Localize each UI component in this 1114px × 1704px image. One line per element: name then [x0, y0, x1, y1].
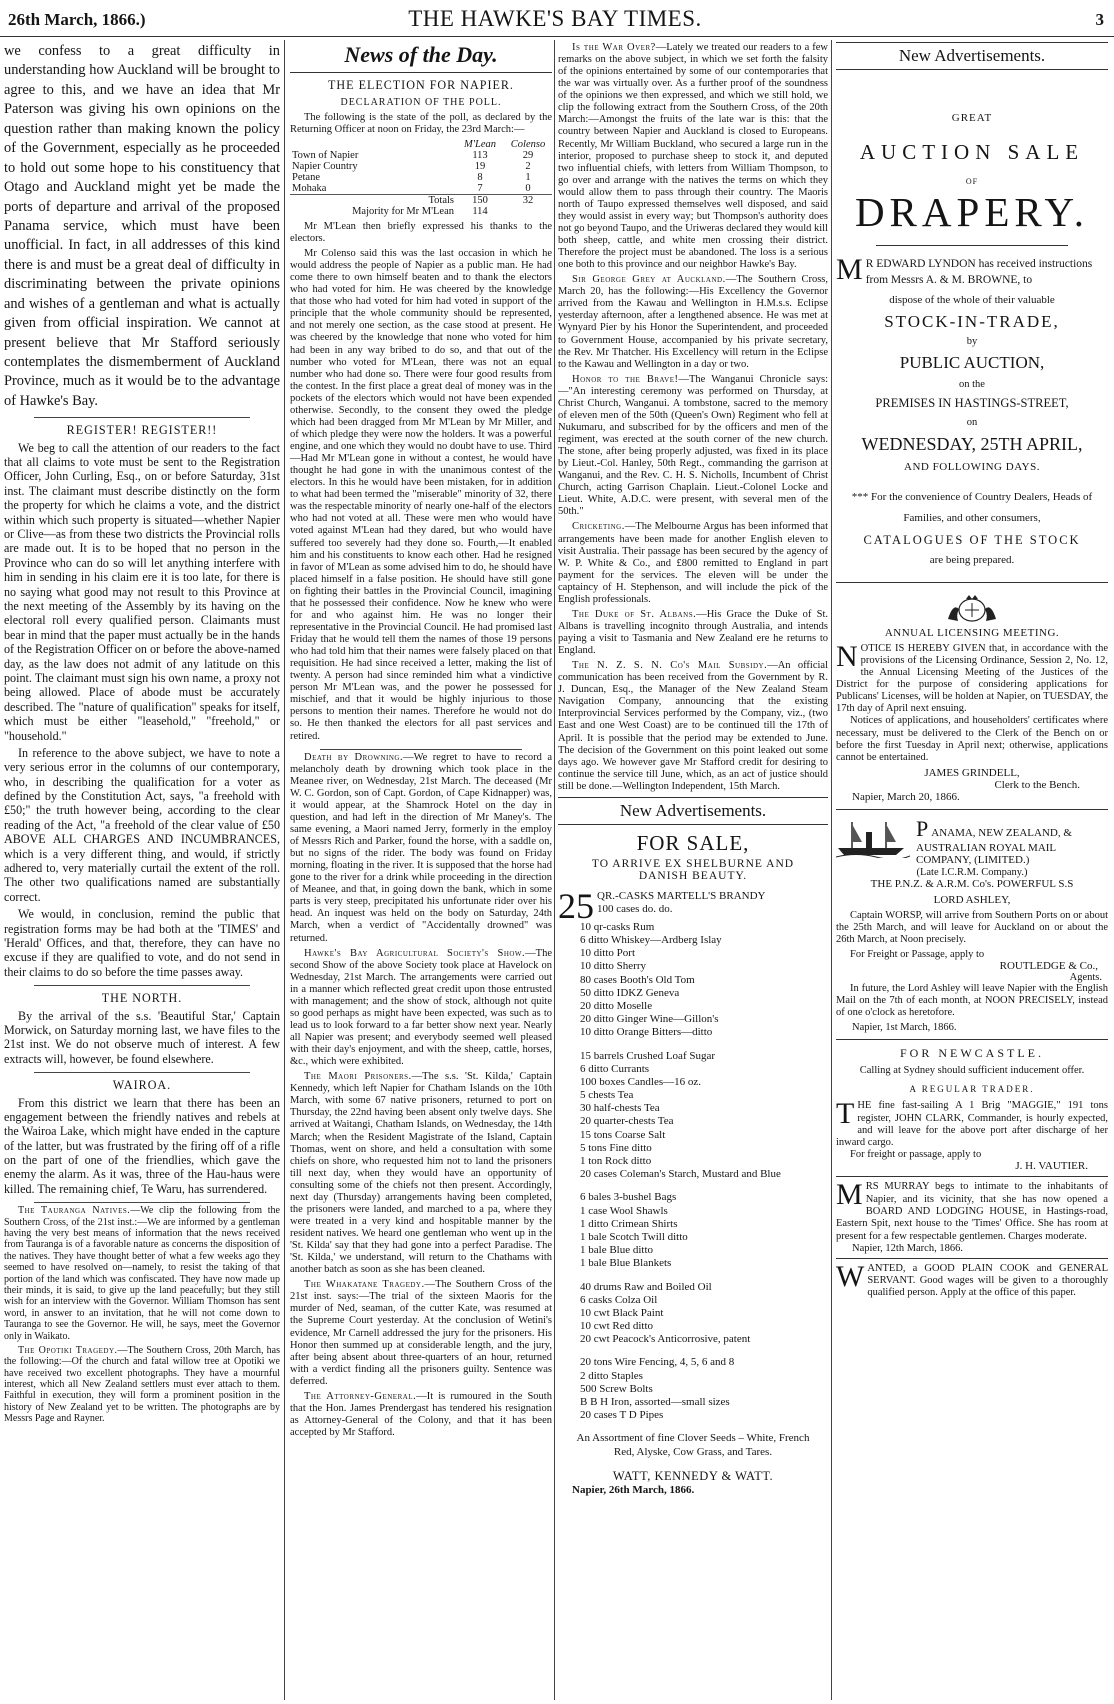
goods-list-item: 30 half-chests Tea — [580, 1102, 660, 1115]
news-of-the-day-masthead: News of the Day. — [344, 42, 498, 67]
arrive-subheading: TO ARRIVE EX SHELBURNE AND DANISH BEAUTY. — [591, 857, 795, 882]
attorney-item — [290, 1391, 552, 1439]
heading-north: THE NORTH. — [101, 991, 183, 1006]
goods-list-oils — [580, 1281, 828, 1347]
poll-value: 19 — [474, 160, 486, 172]
opotiki-text: —The Southern Cross, 20th March, has the following:—Of the church and fatal willow tree at Opotiki we have received two excellent photographs. They have a mournful interest, which all New Zealand settlers must ever attach to them. Faithful in execution, they will form a prominent position in the history of New Zealand yet to be written. The photographs are by Messrs Page and Rayner. — [4, 1344, 280, 1425]
goods-list-item: 10 ditto Orange Bitters—ditto — [580, 1026, 713, 1039]
goods-list-item: 6 ditto Whiskey—Ardberg Islay — [580, 934, 722, 946]
column-1 — [4, 42, 280, 1702]
poll-value: 8 — [477, 171, 483, 183]
whakatane-lead: The Whakatane Tragedy. — [304, 1279, 425, 1291]
mail-lead: The N. Z. S. N. Co's Mail Subsidy. — [572, 660, 768, 672]
worsp-text: Captain WORSP, will arrive from Southern Ports on or about the 25th March, and will leave for Auckland on or about the 26th March, at Noon precisely. — [836, 909, 1108, 946]
panama-company: ANAMA, NEW ZEALAND, & AUSTRALIAN ROYAL MAIL COMPANY, (LIMITED.) — [916, 826, 1072, 867]
calling-text: Calling at Sydney should sufficient inducement offer. — [859, 1065, 1085, 1077]
goods-list-item: 20 cases T D Pipes — [580, 1409, 664, 1422]
goods-list-item: 1 bale Blue ditto — [580, 1244, 654, 1257]
brave-item — [558, 374, 828, 519]
public-auction-heading: PUBLIC AUCTION, — [899, 353, 1045, 373]
poll-majority-label: Majority for Mr M'Lean — [352, 205, 454, 217]
goods-list-item: 20 ditto Ginger Wine—Gillon's — [580, 1013, 719, 1026]
divider — [836, 809, 1108, 810]
clover-seeds-text: An Assortment of fine Clover Seeds – White, French Red, Alyske, Cow Grass, and Tares. — [576, 1432, 810, 1458]
header-date: 26th March, 1866.) — [8, 10, 146, 29]
albans-item — [558, 609, 828, 657]
goods-list-item: 5 tons Fine ditto — [580, 1141, 652, 1154]
declaration-text: The following is the state of the poll, as declared by the Returning Officer at noon on Friday, the 23rd March:— — [290, 111, 552, 135]
drop-cap: T — [836, 1100, 855, 1131]
goods-list-item: 10 cwt Black Paint — [580, 1306, 664, 1319]
goods-list-item: 15 tons Coarse Salt — [580, 1128, 666, 1141]
poll-value: 2 — [525, 160, 531, 172]
goods-list-item: 1 ton Rock ditto — [580, 1155, 652, 1167]
wairoa-para: From this district we learn that there has been an engagement between the friendly natives and rebels at the Wairoa Lake, which might have ended in the capture of the latter, but was frustrated by the firing off of a rifle on the part of one of the friendlies, which gave the enemy the alarm. As it was, three of the Hau-haus were killed. The remaining chief, Te Waru, has surrendered. — [4, 1095, 280, 1196]
licensing-text: OTICE IS HEREBY GIVEN that, in accordance with the provisions of the Licensing Ordinance, Session 2, No. 12, the Annual Licensing Meeting of the Justices of the District for the purpose of considering applications for Publicans' Licenses, will be holden at Napier, on TUESDAY, the 17th day of April next ensuing. — [836, 643, 1108, 715]
lyndon-notice — [836, 256, 1108, 288]
poll-district: Napier Country — [292, 160, 358, 172]
brandy-line-2: 100 cases do. do. — [597, 903, 673, 915]
war-text: —Lately we treated our readers to a few remarks on the above subject, in which we set forth the falsity of the opinions entertained by some of our contemporaries that the war was virtually over. As a further proof of the soundness of the opinions we then expressed, and which we still hold, we clip the following extract from the Southern Cross, of the 20th March:—Amongst the fruits of the late war is this: that the country between Napier and Auckland is closed to Europeans. Recently, Mr William Buckland, who secured a large run in the interior, proposed to purchase sheep to stock it, and deputed two influential chiefs, with letters from William Thompson, to go over and arrange with the natives the terms on which they would allow them to pass through their country. The Maoris north of Taupo expressed themselves well disposed, and said they would assist in every way; but Thompson's authority does not go beyond Taupo, and the Uriweras declared they would kill both sheep, cattle, and white men crossing their district. Therefore the project must be abandoned. The loss is a serious one both to this province and our neighbor Hawke's Bay. — [558, 42, 828, 271]
brandy-line-1: QR.-CASKS MARTELL'S BRANDY — [597, 889, 766, 902]
goods-list-drapery — [580, 1191, 828, 1270]
poll-district: Town of Napier — [292, 149, 359, 161]
goods-list-item: 6 bales 3-bushel Bags — [580, 1191, 677, 1204]
column-4 — [836, 42, 1108, 1702]
clerk-title: Clerk to the Bench. — [994, 778, 1080, 791]
divider — [34, 1072, 250, 1073]
poll-row — [290, 150, 552, 161]
grindell-name: JAMES GRINDELL, — [924, 766, 1020, 779]
goods-list-item: 10 ditto Sherry — [580, 960, 646, 973]
steamship-icon — [836, 818, 910, 858]
poll-header-row — [290, 139, 552, 150]
column-3 — [558, 42, 828, 1702]
murray-date: Napier, 12th March, 1866. — [852, 1242, 963, 1254]
heading-declaration: DECLARATION OF THE POLL. — [340, 97, 502, 109]
poll-table — [290, 139, 552, 217]
show-text: —The second Show of the above Society took place at Havelock on Wednesday, 21st March. The arrangements were carried out in a manner which reflected great credit upon those entrusted with management; and the show of stock, although not quite so good perhaps as might have been expected, was such as to lead us to look forward to a far better show next year. Nearly all Napier was present; and everybody seemed well pleased with their day's enjoyment, and with the sheep, cattle, horses, &c., which were exhibited. — [290, 947, 552, 1068]
poll-majority-value: 114 — [472, 205, 488, 217]
war-lead: Is the War Over? — [572, 42, 656, 53]
powerful-line: THE P.N.Z. & A.R.M. Co's. POWERFUL S.S — [870, 877, 1074, 890]
licensing-heading: ANNUAL LICENSING MEETING. — [884, 627, 1060, 640]
stock-heading: STOCK-IN-TRADE, — [884, 312, 1060, 332]
divider — [34, 417, 250, 418]
drop-cap: W — [836, 1262, 865, 1293]
column-divider — [831, 40, 832, 1700]
prisoners-text: —The s.s. 'St. Kilda,' Captain Kennedy, which left Napier for Chatham Islands on the 10th March, with some 67 native prisoners, returned to port on Thursday, the 22nd having been absent only twelve days. She arrived at Waitangi, Chatham Islands, on Wednesday, the 14th March; when the Resident Magistrate of the Island, Captain Thomas, went on shore, and held a consultation with some chiefs on shore, who requested him not to land the prisoners till next day, when they would have an opportunity of consulting some of the chiefs not then present. Accordingly, next day (Thursday) arrangements having been completed, the prisoners were landed, and marched to a pa, where they were treated in a very kind and hospitable manner by the resident natives. We heard one gentleman who went up in the 'St. Kilda' say that they had gone into a perfect Paradise. The 'St. Kilda,' we understand, will return to the Chathams with another batch as soon as she has been cleaned. — [290, 1071, 552, 1276]
column-divider — [554, 40, 555, 1700]
column-divider — [284, 40, 285, 1700]
prepared-text: are being prepared. — [929, 554, 1015, 567]
poll-row — [290, 161, 552, 172]
newcastle-heading: FOR NEWCASTLE. — [900, 1046, 1044, 1061]
divider — [836, 1176, 1108, 1177]
north-para: By the arrival of the s.s. 'Beautiful Star,' Captain Morwick, on Saturday morning last, we have files to the 21st inst. We do not observe much of interest. A few extracts will, however, be found elsewhere. — [4, 1008, 280, 1066]
poll-col-colenso: Colenso — [510, 138, 546, 150]
register-para-3: We would, in conclusion, remind the public that registration forms may be had both at the 'TIMES' and 'Herald' Offices, and that, therefore, they can have no excuse if they are qualified to vote, and do not send in their claims to do so before the time passes away. — [4, 907, 280, 979]
on-the-label: on the — [959, 379, 985, 391]
poll-col-mlean: M'Lean — [464, 138, 496, 150]
lyndon-text: R EDWARD LYNDON has received instructions from Messrs A. & M. BROWNE, to — [865, 258, 1093, 287]
whakatane-item — [290, 1279, 552, 1388]
goods-list-groceries — [580, 1050, 828, 1182]
tauranga-text: —We clip the following from the Southern Cross, of the 21st inst.:—We are informed by a gentleman having the very best means of information that the news received from Tauranga is of a favorable nature as concerns the disposition of the natives. They have thought better of what a few weeks ago they seemed to have resolved on—namely, to resist the taking of that portion of the land which was confiscated. They have now made up their minds, it is said, to give up the land peacefully; but they still wish for an interview with the Governor. William Thomson has sent word, in answer to an invitation, that he will not come down to Tauranga to see the Governor. He will, he says, meet the Governor only in Waikato. — [4, 1205, 280, 1342]
goods-list-item: 20 cases Coleman's Starch, Mustard and Blue — [580, 1168, 781, 1181]
poll-totals-label: Totals — [290, 194, 456, 206]
opotiki-lead: The Opotiki Tragedy. — [18, 1344, 118, 1356]
advertiser-date: Napier, 26th March, 1866. — [572, 1483, 695, 1496]
election-para-1: Mr M'Lean then briefly expressed his thanks to the electors. — [290, 220, 552, 244]
brig-text: HE fine fast-sailing A 1 Brig "MAGGIE," 191 tons register, JOHN CLARK, Commander, is hourly expected, and will leave for the above port after discharge of her inward cargo. — [836, 1100, 1108, 1149]
page-header — [0, 0, 1114, 37]
show-lead: Hawke's Bay Agricultural Society's Show. — [304, 947, 526, 959]
drowning-text: —We regret to have to record a melancholy death by drowning which took place in the Meanee river, on Wednesday, 21st March. The deceased (Mr W. C. Gordon, son of Capt. Gordon, of Cape Kidnapper) was, it would appear, at the Shamrock Hotel on the day in question, and had left in the direction of Mr Maney's. The same evening, a Maori named Jerry, formerly in the employ of Messrs Rich and Parker, found the horse, with a saddle on, but no signs of the rider. The body was found on Friday morning, floating in the river. It is supposed that the horse had gone to the river for a drink while proceeding in the direction of Meanee, and that, in going down the bank, which in some parts is very steep, precipitated his unfortunate rider over his head. An inquest was held on the body on Saturday, 24th March, when a verdict of "Accidentally drowned" was returned. — [290, 751, 552, 944]
poll-value: 0 — [525, 182, 531, 194]
auction-sale-heading: AUCTION SALE — [859, 140, 1085, 164]
election-para-2: Mr Colenso said this was the last occasion in which he would address the people of Napier as a public man. He had come there to own himself beaten and to thank the electors who had voted for him. He was cheered by the knowledge that those who had voted for him had voted in support of the principle that the whole community should be represented, and not merely one section, as the case stood at present. He was cheered by the knowledge that none who voted for him had been in any way bribed to do so, and that out of the number who voted for M'Lean, there was not an equal number who had done so. There were four good results from the contest. In the first place a great deal of money was in the pockets of the electors which would not have been expended otherwise. Secondly, to the consent they owed the pledge which had been dragged from Mr M'Lean by Mr Miller, and of which pledge they were now the holders. It was a powerful engine, and one which they would no doubt have to use. Third—Had Mr M'Lean gone in without a contest, he would have thought he had gone in with the unanimous contest of the electors. In this he would have been mistaken, for in addition to what had been termed the "miserable" minority of 32, there was the respectable minority of nearly one-half of the electors who had not voted at all. These were men who would have voted against M'Lean had they dared, but who would have suffered too severely had they done so. Fourth,—It enabled him and his constituents to know each other. Had he resigned in favor of M'Lean as some advised him to do, he should have placed himself in a false position. He should have still gone on fighting their battles in the Provincial Council, imagining that he possessed their confidence. Now he knew who were for and who against him. He was no longer their representative in the Provincial Council. He had promised last Friday that he would tell them the names of those 19 persons who had told him that their names were falsely placed on that requisition. He had since received a letter, making the list of twenty. A person had since reminded him what a vindictive person Mr M'Lean was, and the power he possessed for mischief, and that it would be highly injurious to those persons to mention their names. Therefore he would not do so. He then thanked the electors for all past services and retired. — [290, 248, 552, 742]
poll-totals-row — [290, 194, 552, 206]
catalogues-heading: CATALOGUES OF THE STOCK — [863, 533, 1081, 548]
heading-election: THE ELECTION FOR NAPIER. — [328, 78, 514, 92]
future-date: Napier, 1st March, 1866. — [852, 1022, 957, 1034]
goods-list-item: 50 ditto IDKZ Geneva — [580, 986, 680, 999]
goods-list-item: 100 boxes Candles—16 oz. — [580, 1075, 701, 1088]
future-text: In future, the Lord Ashley will leave Napier with the English Mail on the 7th of each month, at NOON PRECISELY, instead of one o'clock as heretofore. — [836, 983, 1108, 1019]
prisoners-lead: The Maori Prisoners. — [304, 1071, 412, 1083]
panama-notice — [836, 816, 1108, 867]
goods-list-item: 10 cwt Red ditto — [580, 1320, 654, 1333]
drop-cap: N — [836, 643, 858, 674]
drapery-heading: DRAPERY. — [854, 189, 1090, 235]
prisoners-item — [290, 1071, 552, 1276]
goods-list-item: 40 drums Raw and Boiled Oil — [580, 1280, 712, 1293]
divider — [320, 749, 522, 750]
goods-list-item: 10 ditto Port — [580, 947, 636, 960]
goods-list-item: 1 bale Scotch Twill ditto — [580, 1230, 688, 1243]
poll-value: 29 — [522, 149, 534, 161]
newspaper-title: THE HAWKE'S BAY TIMES. — [408, 6, 702, 31]
heading-wairoa: WAIROA. — [112, 1078, 172, 1093]
by-label: by — [966, 336, 978, 348]
new-advertisements-heading: New Advertisements. — [836, 42, 1108, 70]
wanted-text: ANTED, a GOOD PLAIN COOK and GENERAL SERVANT. Good wages will be given to a thoroughly qualified person. Apply at the office of this paper. — [867, 1262, 1108, 1299]
panama-late: (Late I.C.R.M. Company.) — [916, 866, 1028, 878]
murray-text: RS MURRAY begs to intimate to the inhabitants of Napier, and its vicinity, that she has now opened a BOARD AND LODGING HOUSE, in Hastings-road, Eastern Spit, next house to the 'Times' Office. She has room at present for a few respectable gentlemen. Charges moderate. — [836, 1181, 1108, 1242]
licensing-notices-text: Notices of applications, and householders' certificates where necessary, must be delivered to the Clerk of the Bench on or before the first Tuesday in April next; otherwise, applications cannot be entertained. — [836, 715, 1108, 763]
following-days-text: AND FOLLOWING DAYS. — [904, 461, 1040, 474]
poll-row — [290, 172, 552, 183]
drop-cap: P — [916, 815, 929, 841]
war-item — [558, 42, 828, 271]
cricket-lead: Cricketing. — [572, 521, 625, 533]
grey-text: —The Southern Cross, March 20, has the following:—His Excellency the Governor arrived from the Kawau and Wellington in H.M.s.s. Eclipse yesterday afternoon, after a lengthened absence. He was met at Wynyard Pier by his Honor the Superintendent, and proceeded to Government House, accompanied by his private secretary, the Rev. Mr Thatcher. His Excellency will return in the Eclipse to the Kawau and Wellington in a day or two. — [558, 274, 828, 370]
cricket-item — [558, 521, 828, 605]
goods-list-item: 20 tons Wire Fencing, 4, 5, 6 and 8 — [580, 1356, 735, 1369]
on-label: on — [966, 417, 978, 429]
poll-value: 113 — [472, 149, 488, 161]
attorney-lead: The Attorney-General. — [304, 1390, 417, 1402]
poll-value: 7 — [477, 182, 483, 194]
attorney-text: —It is rumoured in the South that the Hon. James Prendergast has tendered his resignation as Attorney-General of the Colony, and that it has been accepted by Mr Stafford. — [290, 1390, 552, 1439]
page-number: 3 — [1095, 10, 1104, 29]
albans-lead: The Duke of St. Albans. — [572, 608, 697, 620]
drowning-item — [290, 752, 552, 945]
goods-list-item: 10 qr-casks Rum — [580, 920, 655, 933]
goods-list-item: 20 cwt Peacock's Anticorrosive, patent — [580, 1333, 751, 1346]
goods-list-item: 6 casks Colza Oil — [580, 1293, 658, 1306]
poll-district: Petane — [292, 171, 320, 183]
show-item — [290, 948, 552, 1069]
poll-total-colenso: 32 — [504, 194, 552, 206]
drop-cap: M — [836, 256, 863, 287]
licensing-date: Napier, March 20, 1866. — [852, 790, 960, 803]
goods-list-item: 80 cases Booth's Old Tom — [580, 973, 695, 986]
new-advertisements-heading: New Advertisements. — [558, 797, 828, 825]
divider — [836, 1258, 1108, 1259]
goods-list-item: 15 barrels Crushed Loaf Sugar — [580, 1049, 716, 1062]
goods-list-item: 1 case Wool Shawls — [580, 1204, 668, 1217]
lord-ashley-heading: LORD ASHLEY, — [933, 893, 1011, 906]
goods-list-item: 6 ditto Currants — [580, 1062, 650, 1075]
agents-label: Agents. — [1069, 972, 1102, 984]
cricket-text: —The Melbourne Argus has been informed that arrangements have been made for another English eleven to visit Australia. Their passage has been secured by the agency of W. P. White & Co., and £800 remitted to England in part payment for the services. The eleven will be under the captaincy of H. Stephenson, and will include the pick of the English professionals. — [558, 521, 828, 605]
great-label: GREAT — [951, 112, 993, 124]
drowning-lead: Death by Drowning. — [304, 751, 404, 763]
licensing-notice — [836, 643, 1108, 715]
register-para-2: In reference to the above subject, we have to note a very serious error in the columns of our contemporary, who, in describing the qualification for a voter as defined by the Constitution Act, says, "a freehold with £50;" the truth however being, according to the clear reading of the Act, "a freehold of the clear value of £50 ABOVE ALL CHARGES AND INCUMBRANCES, which is a very different thing, and would, if strictly adhered to, very materially curtail the extent of the roll. The other two qualifications named are substantially correct. — [4, 745, 280, 904]
premises-heading: PREMISES IN HASTINGS-STREET, — [875, 396, 1069, 411]
divider — [290, 72, 552, 73]
tauranga-item — [4, 1205, 280, 1342]
register-para-1: We beg to call the attention of our readers to the fact that all claims to vote must be sent to the Registration Officer, John Curling, Esq., on or before Saturday, 31st inst. The claimant must describe distinctly on the form the property for which he claims a vote, and the district within which such property is situated—whether Napier or Clive—as from these two districts the Provincial rolls are made out. It is to be hoped that no person in the Province who can do so will let anything interfere with him in sending in his claim ere it is too late, for there is no saying what good may not result to this Province at the next meeting of the Assembly by its having on the electoral roll every qualified person. Claimants must bear in mind that the paper must actually be in the hands of the Registration Officer on or before the above-named day, as the law does not admit of any latitude on this point. The claimant must sign his own name, a proxy not being allowed. Place of abode must be accurately described. The "nature of qualification" speaks for itself, which must be either "leasehold," "freehold," or "household." — [4, 440, 280, 743]
divider — [34, 985, 250, 986]
drop-cap: M — [836, 1181, 863, 1212]
goods-list-item: 20 ditto Moselle — [580, 999, 653, 1012]
poll-value: 1 — [525, 171, 531, 183]
routledge-name: ROUTLEDGE & Co., — [999, 960, 1098, 973]
wanted-notice — [836, 1263, 1108, 1300]
goods-list-item: 500 Screw Bolts — [580, 1382, 653, 1395]
divider — [34, 1202, 250, 1203]
goods-list-hardware — [580, 1356, 828, 1422]
whakatane-text: —The Southern Cross of the 21st inst. says:—The trial of the sixteen Maoris for the murder of Ned, seaman, of the cutter Kate, was resumed at the Supreme Court yesterday. At the conclusion of Wetini's evidence, Mr Carnell addressed the jury for the prisoners. His Honor then summed up at considerable length, and the jury, after being absent about three-quarters of an hour, returned with a verdict finding all the prisoners guilty. Sentence was deferred. — [290, 1279, 552, 1387]
poll-row — [290, 183, 552, 195]
goods-list-item: B B H Iron, assorted—small sizes — [580, 1396, 730, 1408]
murray-notice — [836, 1181, 1108, 1242]
albans-text: —His Grace the Duke of St. Albans is travelling incognito through Australia, and intends paying a visit to Tasmania and New Zealand ere he returns to England. — [558, 608, 828, 657]
article-auckland-cont: we confess to a great difficulty in understanding how Auckland will be brought to agree to this, and we have an idea that Mr Paterson was giving his own opinions on the question rather than making known the policy of the Government, especially as he proceeded to hold out some hope to his constituency that Otago and Auckland might yet be made the ports of departure and arrival of the proposed Panama service, which must have been unofficial. In fact, in all addresses of this kind there is and must be a great deal of difficulty in discriminating between the private opinions and wishes of a gentleman and what is actually given from official inspiration. We cannot at present believe that Mr Stafford seriously contemplates the dismemberment of Auckland Province, much as it would be to the advantage of Hawke's Bay. — [4, 43, 280, 409]
mail-text: —An official communication has been received from the Government by R. J. Duncan, Esq., the Manager of the New Zealand Steam Navigation Company, announcing that the existing Interprovincial Services performed by the Company, viz., (two East and one West Coast) are to be continued till the 17th of April. It is possible that the period may be extended to June. The decision of the Government on this point leaked out some days ago. We however gave Mr Stafford credit for desiring to continue the service till June, which, as an act of justice should still be done.—Wellington Independent, 15th March. — [558, 660, 828, 792]
brandy-line — [558, 890, 828, 921]
divider — [836, 1039, 1108, 1040]
for-sale-heading: FOR SALE, — [636, 830, 750, 855]
dispose-text: dispose of the whole of their valuable — [889, 294, 1055, 307]
goods-list-item: 2 ditto Staples — [580, 1369, 643, 1382]
goods-list-item: 1 ditto Crimean Shirts — [580, 1217, 678, 1230]
divider — [836, 582, 1108, 583]
grey-item — [558, 274, 828, 371]
freight-text: For Freight or Passage, apply to — [850, 949, 985, 961]
poll-total-mlean: 150 — [456, 194, 504, 206]
poll-majority-row — [290, 206, 552, 217]
goods-list-item: 5 chests Tea — [580, 1089, 634, 1102]
freight-text: For freight or passage, apply to — [850, 1149, 982, 1161]
grey-lead: Sir George Grey at Auckland. — [572, 274, 726, 286]
regular-trader-label: A REGULAR TRADER. — [909, 1084, 1035, 1095]
tauranga-lead: The Tauranga Natives. — [18, 1205, 131, 1217]
brave-text: —The Wanganui Chronicle says:—"An interesting ceremony was performed on Thursday, at Christ Church, Wanganui. A tombstone, sacred to the memory of eleven men of the 50th (Queen's Own) Regiment who fell at Nukumaru, and subscribed for by the officers and men of the regiment, was erected at the south corner of the new church. The stone, after being properly adjusted, was fixed in its place by Lieut.-Col. Hanley, 50th Regt., commanding the garrison at Wanganui, and the Rev. C. H. S. Nicholls, Incumbent of Christ Church, acting Garrison Chaplain. Lieut.-Colonel Locke and Lieut. White, A.D.C. were present, with several men of the 50th." — [558, 373, 828, 518]
divider — [876, 245, 1068, 246]
heading-register: REGISTER! REGISTER!! — [66, 423, 218, 438]
mail-item — [558, 660, 828, 793]
poll-district: Mohaka — [292, 182, 327, 194]
brig-notice — [836, 1100, 1108, 1149]
opotiki-item — [4, 1345, 280, 1425]
royal-crest-icon — [944, 593, 1000, 625]
advertiser-signature: WATT, KENNEDY & WATT. — [612, 1468, 774, 1483]
brave-lead: Honor to the Brave! — [572, 373, 679, 385]
goods-list-spirits — [580, 921, 828, 1040]
goods-list-item: 20 quarter-chests Tea — [580, 1115, 674, 1128]
column-2 — [290, 42, 552, 1702]
goods-list-item: 1 bale Blue Blankets — [580, 1257, 672, 1270]
convenience-text: *** For the convenience of Country Dealers, Heads of Families, and other consumers, — [851, 491, 1093, 525]
vautier-name: J. H. VAUTIER. — [1015, 1160, 1088, 1173]
wednesday-heading: WEDNESDAY, 25TH APRIL, — [861, 434, 1083, 455]
drop-number: 25 — [558, 889, 594, 921]
of-label: OF — [965, 177, 979, 186]
